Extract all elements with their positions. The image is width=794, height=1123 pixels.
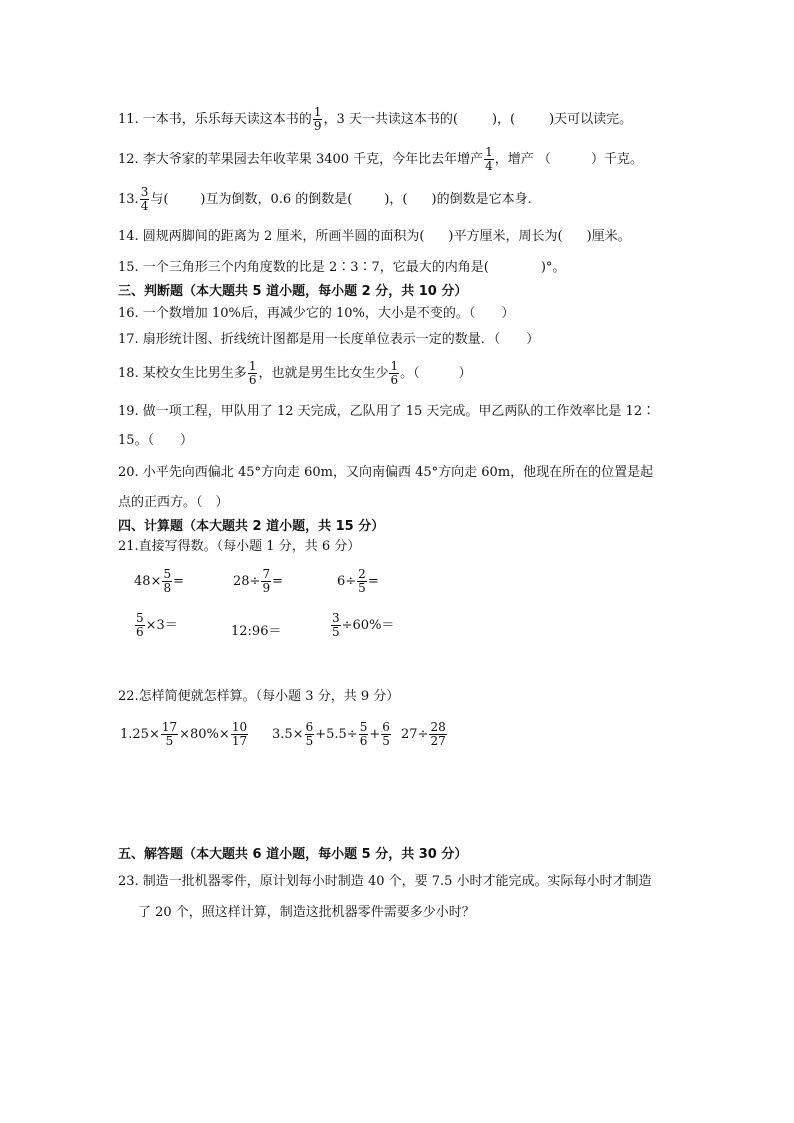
calc-21-3: 6÷ $\frac{2}{5}$ = xyxy=(337,567,379,595)
fraction: $\frac{10}{17}$ xyxy=(231,720,248,748)
fraction: $\frac{5}{8}$ xyxy=(163,567,172,595)
fraction: $\frac{6}{5}$ xyxy=(305,720,314,748)
fraction: $\frac{5}{6}$ xyxy=(136,611,144,639)
fraction: $\frac{1}{6}$ xyxy=(390,359,399,387)
question-12: 12. 李大爷家的苹果园去年收苹果 3400 千克，今年比去年增产 $\frac{1}{4}$ ，增产 （ ）千克。 xyxy=(118,145,643,173)
section-4-heading: 四、计算题（本大题共 2 道小题，共 15 分） xyxy=(118,519,385,534)
fraction: $\frac{3}{4}$ xyxy=(140,185,149,213)
calc-21-4: $\frac{5}{6}$ ×3＝ xyxy=(136,611,178,639)
question-14: 14. 圆规两脚间的距离为 2 厘米，所画半圆的面积为( )平方厘米，周长为( )厘米。 xyxy=(118,229,631,244)
fraction: $\frac{7}{9}$ xyxy=(262,567,271,595)
question-17: 17. 扇形统计图、折线统计图都是用一长度单位表示一定的数量．（ ） xyxy=(118,332,540,347)
question-19-line2: 15。（ ） xyxy=(118,433,194,448)
section-5-heading: 五、解答题（本大题共 6 道小题，每小题 5 分，共 30 分） xyxy=(118,847,468,862)
section-3-heading: 三、判断题（本大题共 5 道小题，每小题 2 分，共 10 分） xyxy=(118,284,468,299)
fraction: $\frac{17}{5}$ xyxy=(161,720,178,748)
fraction: $\frac{2}{5}$ xyxy=(358,567,366,595)
question-22-title: 22.怎样简便就怎样算。（每小题 3 分，共 9 分） xyxy=(118,689,400,704)
question-19-line1: 19. 做一项工程，甲队用了 12 天完成，乙队用了 15 天完成。甲乙两队的工作效率比是 12∶ xyxy=(118,404,656,419)
question-23-line2: 了 20 个，照这样计算，制造这批机器零件需要多少小时？ xyxy=(138,905,475,920)
calc-21-2: 28÷ $\frac{7}{9}$ = xyxy=(233,567,283,595)
calc-22-3: 27÷ $\frac{28}{27}$ xyxy=(401,720,446,748)
calc-21-5: 12:96＝ xyxy=(231,624,282,639)
calc-21-1: 48× $\frac{5}{8}$ = xyxy=(134,567,184,595)
question-11: 11. 一本书，乐乐每天读这本书的 $\frac{1}{9}$ ，3 天一共读这本书的( )，( )天可以读完。 xyxy=(118,105,633,133)
question-13: 13. $\frac{3}{4}$ 与( )互为倒数，0.6 的倒数是( )，( )的倒数是它本身. xyxy=(118,185,532,213)
question-21-title: 21.直接写得数。（每小题 1 分，共 6 分） xyxy=(118,539,361,554)
calc-21-6: $\frac{3}{5}$ ÷60%＝ xyxy=(332,611,395,639)
fraction: $\frac{5}{6}$ xyxy=(359,720,368,748)
question-20-line1: 20. 小平先向西偏北 45°方向走 60m，又向南偏西 45°方向走 60m，他现在所在的位置是起 xyxy=(118,465,654,480)
question-16: 16. 一个数增加 10%后，再减少它的 10%，大小是不变的。（ ） xyxy=(118,306,515,321)
fraction: $\frac{6}{5}$ xyxy=(382,720,390,748)
question-18: 18. 某校女生比男生多 $\frac{1}{6}$ ，也就是男生比女生少 $\frac{1}{6}$ 。（ ） xyxy=(118,359,472,387)
fraction: $\frac{3}{5}$ xyxy=(332,611,340,639)
calc-22-1: 1.25× $\frac{17}{5}$ ×80%× $\frac{10}{17}$ xyxy=(120,720,248,748)
fraction: $\frac{28}{27}$ xyxy=(430,720,446,748)
question-15: 15. 一个三角形三个内角度数的比是 2∶3∶7，它最大的内角是( )°。 xyxy=(118,260,566,275)
question-23-line1: 23. 制造一批机器零件，原计划每小时制造 40 个，要 7.5 小时才能完成。实际每小时才制造 xyxy=(118,874,652,889)
fraction: $\frac{1}{6}$ xyxy=(248,359,257,387)
question-20-line2: 点的正西方。（ ） xyxy=(118,495,229,510)
fraction: $\frac{1}{4}$ xyxy=(485,145,493,173)
fraction: $\frac{1}{9}$ xyxy=(313,105,322,133)
calc-22-2: 3.5× $\frac{6}{5}$ +5.5÷ $\frac{5}{6}$ + $\frac{6}{5}$ xyxy=(272,720,390,748)
